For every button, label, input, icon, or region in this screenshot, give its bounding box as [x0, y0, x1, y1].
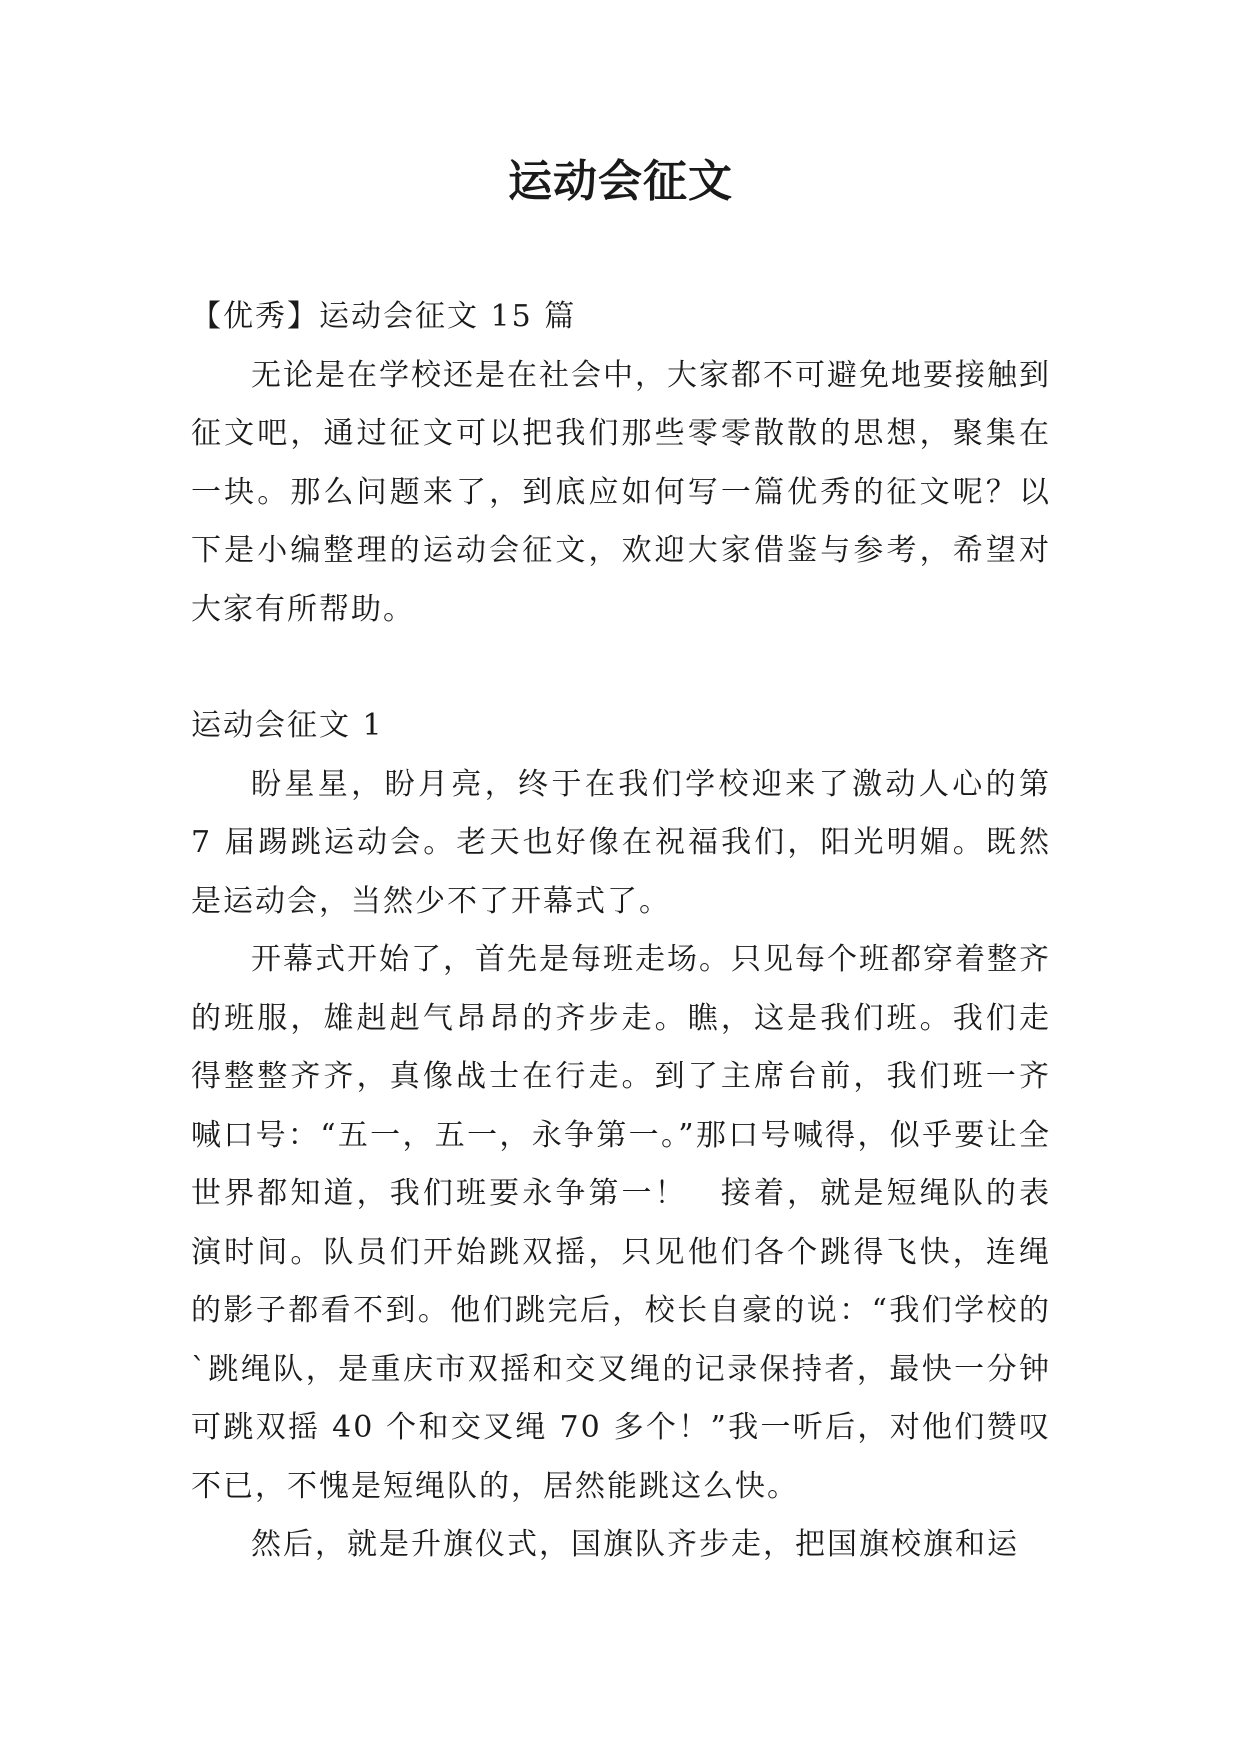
section-heading: 运动会征文 1: [191, 708, 384, 743]
body-paragraph: 盼星星，盼月亮，终于在我们学校迎来了激动人心的第 7 届踢跳运动会。老天也好像在祝福我们，阳光明媚。既然是运动会，当然少不了开幕式了。: [191, 766, 1051, 919]
section-spacer: [191, 639, 1051, 697]
intro-paragraph: 无论是在学校还是在社会中，大家都不可避免地要接触到征文吧，通过征文可以把我们那些零零散散的思想，聚集在一块。那么问题来了，到底应如何写一篇优秀的征文呢？以下是小编整理的运动会征文，欢迎大家借鉴与参考，希望对大家有所帮助。: [191, 357, 1051, 627]
document-subtitle: 【优秀】运动会征文 15 篇: [191, 299, 577, 334]
document-title: 运动会征文: [508, 156, 733, 207]
document-body: [191, 288, 1051, 1575]
body-paragraph: 开幕式开始了，首先是每班走场。只见每个班都穿着整齐的班服，雄赳赳气昂昂的齐步走。瞧，这是我们班。我们走得整整齐齐，真像战士在行走。到了主席台前，我们班一齐喊口号：“五一，五一，永争第一。”那口号喊得，似乎要让全世界都知道，我们班要永争第一！ 接着，就是短绳队的表演时间。队员们开始跳双摇，只见他们各个跳得飞快，连绳的影子都看不到。他们跳完后，校长自豪的说：“我们学校的`跳绳队，是重庆市双摇和交叉绳的记录保持者，最快一分钟可跳双摇 40 个和交叉绳 70 多个！”我一听后，对他们赞叹不已，不愧是短绳队的，居然能跳这么快。: [191, 942, 1051, 1504]
body-paragraph: 然后，就是升旗仪式，国旗队齐步走，把国旗校旗和运: [251, 1527, 1019, 1562]
